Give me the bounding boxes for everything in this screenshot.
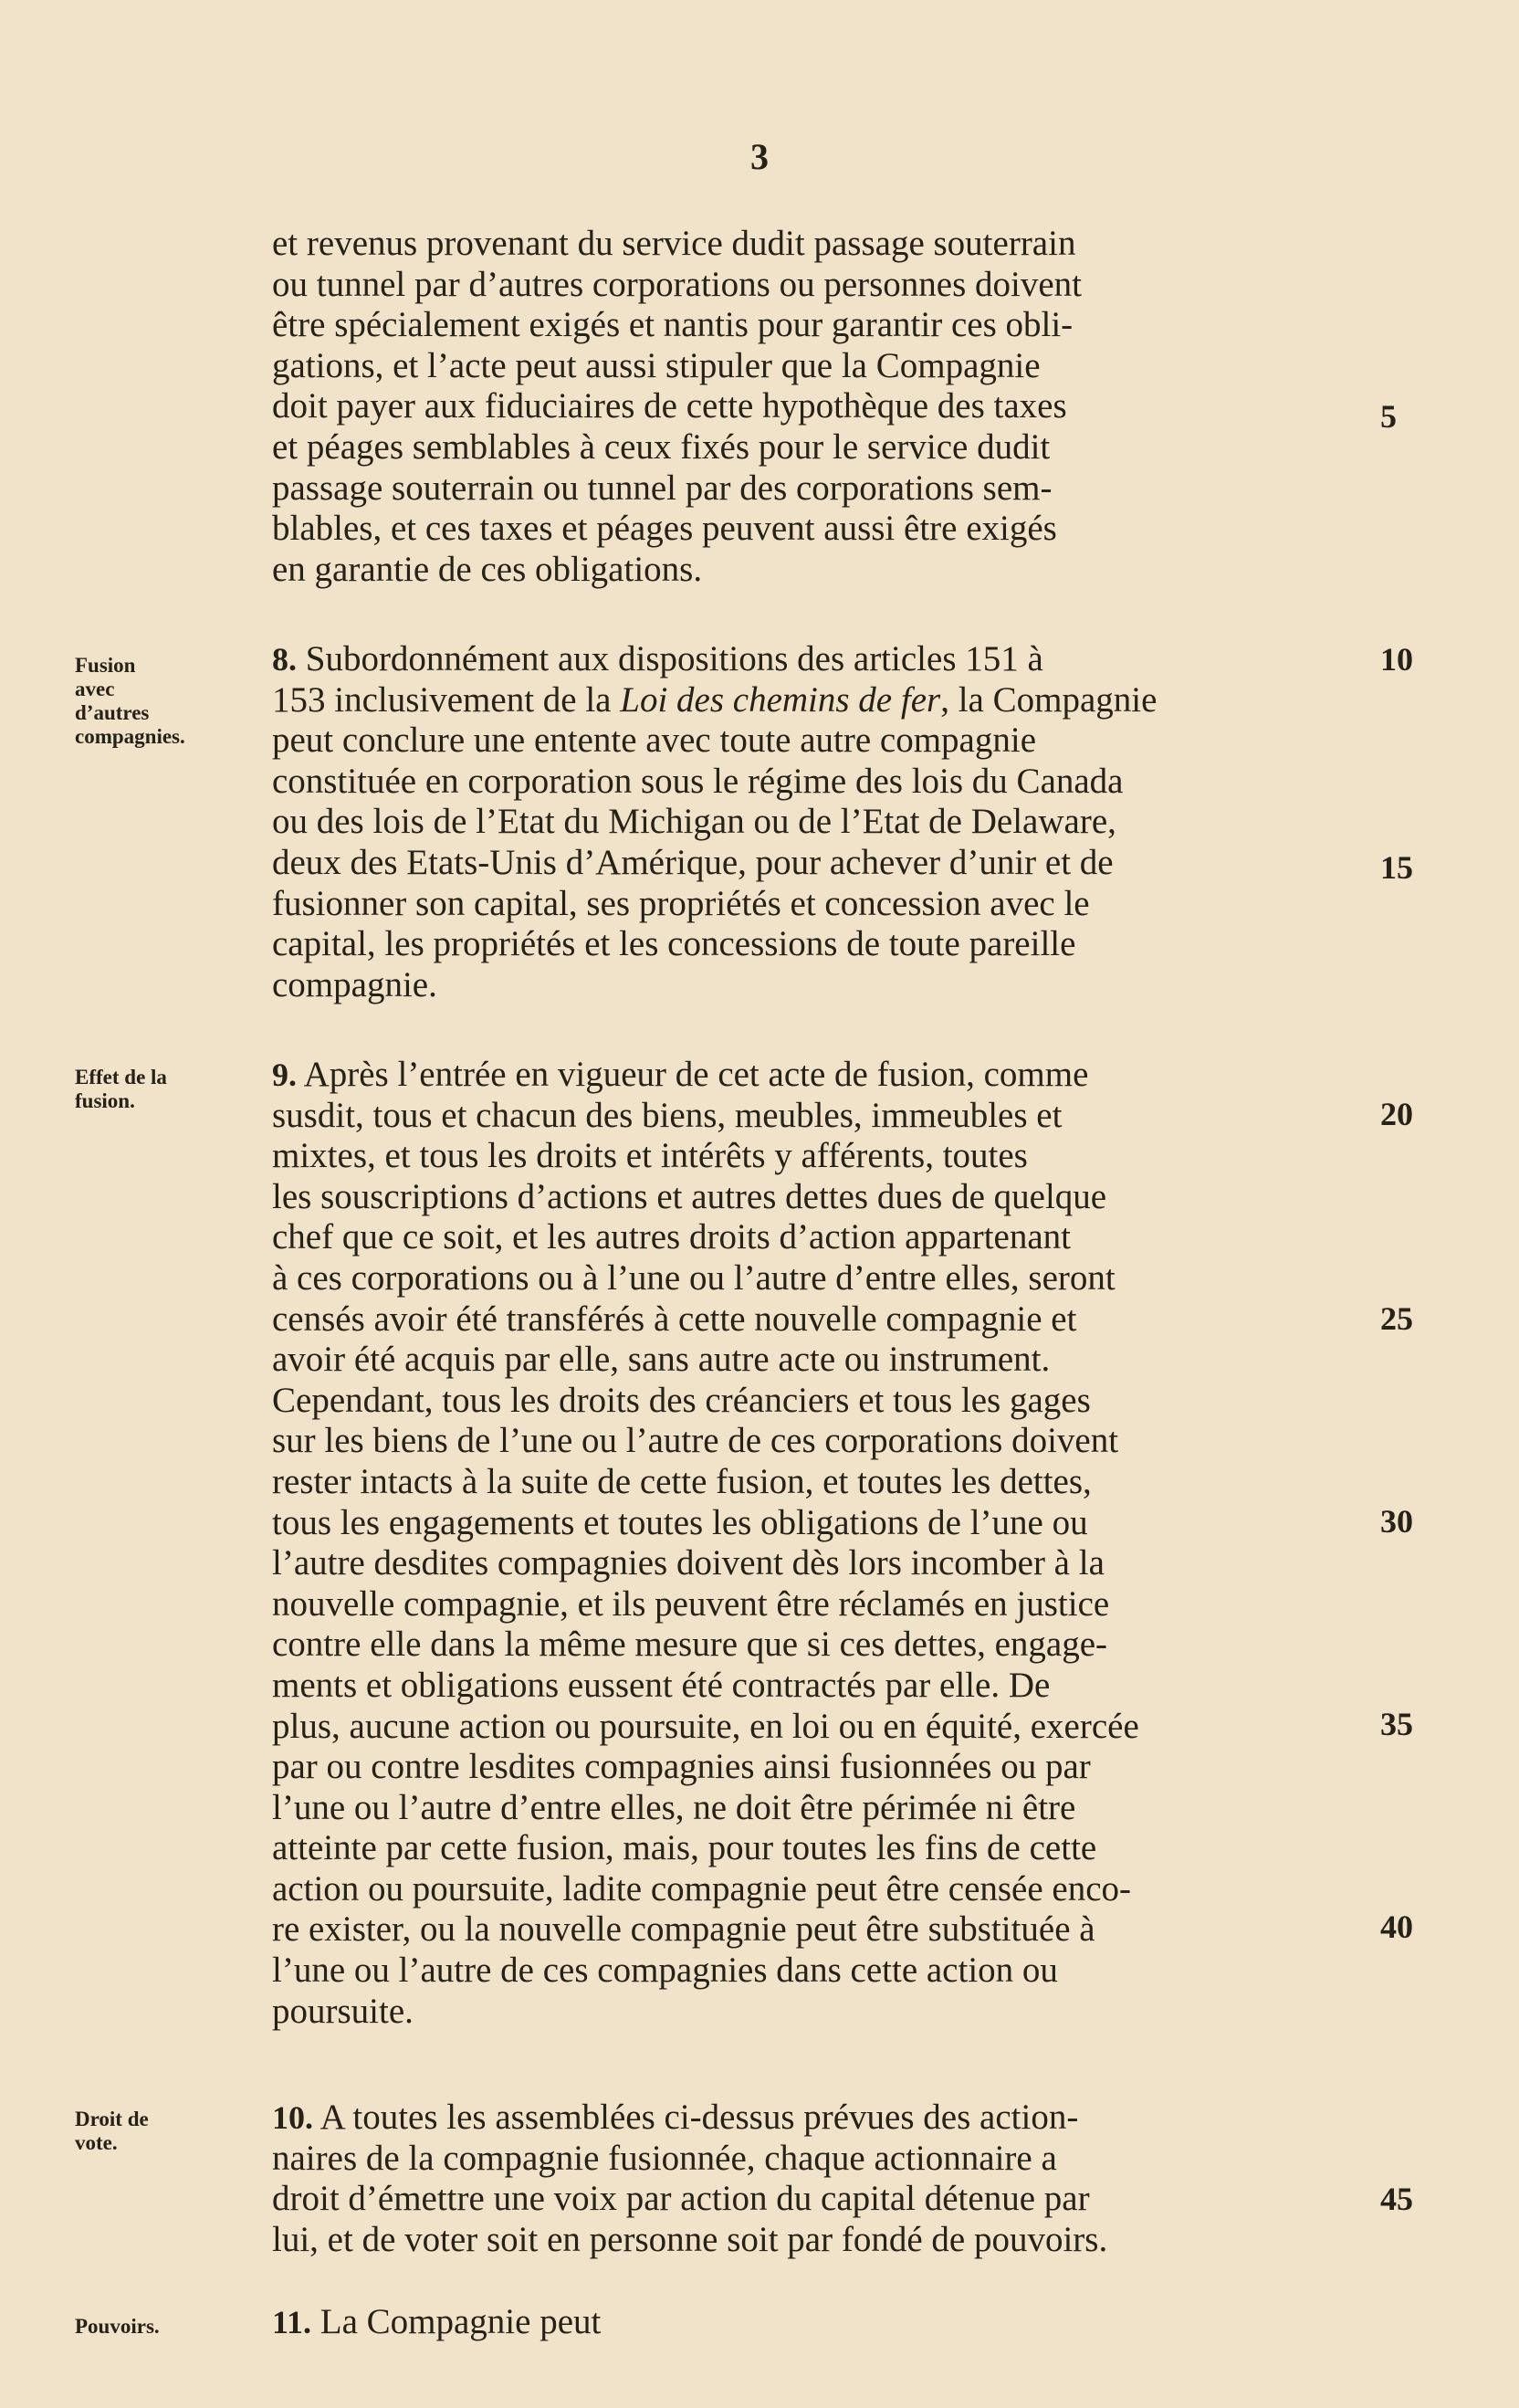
text-line: chef que ce soit, et les autres droits d’action appartenant — [272, 1217, 1071, 1257]
margin-note-line: d’autres — [75, 701, 150, 724]
margin-note-effet — [75, 1066, 257, 1113]
section-10 — [272, 2098, 1367, 2260]
section-text: La Compagnie peut — [311, 2302, 602, 2341]
margin-note-pouvoirs — [75, 2315, 257, 2339]
line-text: 153 inclusivement de la — [272, 679, 621, 720]
text-line: ou des lois de l’Etat du Michigan ou de l’Etat de Delaware, — [272, 802, 1116, 842]
section-text: Après l’entrée en vigueur de cet acte de fusion, comme — [297, 1055, 1089, 1094]
text-line: tous les engagements et toutes les obligations de l’une ou — [272, 1502, 1088, 1542]
text-line: sur les biens de l’une ou l’autre de ces corporations doivent — [272, 1421, 1119, 1461]
text-line: gations, et l’acte peut aussi stipuler que la Compagnie — [272, 345, 1041, 385]
text-line: l’une ou l’autre d’entre elles, ne doit être périmée ni être — [272, 1787, 1076, 1827]
text-line: mixtes, et tous les droits et intérêts y afférents, toutes — [272, 1136, 1028, 1176]
margin-note-line: Pouvoirs. — [75, 2315, 160, 2338]
text-line: et revenus provenant du service dudit passage souterrain — [272, 224, 1076, 263]
margin-note-line: vote. — [75, 2131, 118, 2154]
section-text: A toutes les assemblées ci-dessus prévues des action- — [313, 2098, 1079, 2137]
margin-note-line: Fusion — [75, 654, 136, 677]
text-line — [272, 639, 1367, 680]
line-number: 45 — [1380, 2181, 1413, 2217]
margin-note-line: fusion. — [75, 1089, 135, 1112]
page-number: 3 — [750, 136, 769, 177]
text-line: peut conclure une entente avec toute autre compagnie — [272, 720, 1037, 761]
text-line: atteinte par cette fusion, mais, pour toutes les fins de cette — [272, 1828, 1097, 1868]
text-line: re exister, ou la nouvelle compagnie peut être substituée à — [272, 1909, 1095, 1950]
text-line: censés avoir été transférés à cette nouvelle compagnie et — [272, 1299, 1077, 1339]
text-line: avoir été acquis par elle, sans autre acte ou instrument. — [272, 1340, 1051, 1380]
text-line: constituée en corporation sous le régime des lois du Canada — [272, 761, 1124, 801]
text-line: fusionner son capital, ses propriétés et concession avec le — [272, 883, 1090, 923]
text-line: doit payer aux fiduciaires de cette hypothèque des taxes — [272, 386, 1067, 426]
text-line: naires de la compagnie fusionnée, chaque actionnaire a — [272, 2138, 1057, 2178]
text-line: capital, les propriétés et les concessions de toute pareille — [272, 924, 1076, 964]
section-number: 10. — [272, 2099, 313, 2136]
text-line: et péages semblables à ceux fixés pour le service dudit — [272, 426, 1051, 467]
text-line — [272, 1055, 1367, 1096]
text-line: en garantie de ces obligations. — [272, 549, 703, 589]
text-line: lui, et de voter soit en personne soit par fondé de pouvoirs. — [272, 2219, 1108, 2259]
line-number: 25 — [1380, 1300, 1413, 1337]
section-number: 9. — [272, 1057, 297, 1093]
section-8 — [272, 639, 1367, 1005]
text-line: être spécialement exigés et nantis pour garantir ces obli- — [272, 305, 1074, 345]
section-number: 11. — [272, 2304, 312, 2340]
section-text: Subordonnément aux dispositions des articles 151 à — [297, 639, 1043, 678]
line-number: 30 — [1380, 1503, 1413, 1540]
text-line: droit d’émettre une voix par action du capital détenue par — [272, 2179, 1090, 2219]
line-number: 15 — [1380, 849, 1413, 886]
line-number: 40 — [1380, 1909, 1413, 1945]
text-line: ou tunnel par d’autres corporations ou personnes doivent — [272, 264, 1083, 304]
text-line: susdit, tous et chacun des biens, meubles, immeubles et — [272, 1095, 1063, 1135]
margin-note-droit-de-vote — [75, 2108, 257, 2155]
line-number: 5 — [1380, 398, 1397, 435]
text-line: par ou contre lesdites compagnies ainsi fusionnées ou par — [272, 1747, 1091, 1787]
text-line: poursuite. — [272, 1991, 414, 2031]
text-line: l’une ou l’autre de ces compagnies dans cette action ou — [272, 1951, 1058, 1991]
margin-note-line: Droit de — [75, 2108, 149, 2130]
section-11 — [272, 2302, 1367, 2343]
text-line: ments et obligations eussent été contractés par elle. De — [272, 1665, 1051, 1705]
line-number: 35 — [1380, 1706, 1413, 1742]
line-number: 10 — [1380, 641, 1413, 678]
text-line: plus, aucune action ou poursuite, en loi ou en équité, exercée — [272, 1706, 1139, 1746]
text-line: compagnie. — [272, 964, 437, 1004]
section-number: 8. — [272, 641, 297, 678]
text-line: Cependant, tous les droits des créanciers et tous les gages — [272, 1380, 1091, 1420]
text-line: blables, et ces taxes et péages peuvent aussi être exigés — [272, 509, 1057, 549]
text-line — [272, 2098, 1367, 2139]
margin-note-line: avec — [75, 678, 115, 700]
section-9 — [272, 1055, 1367, 2032]
text-line: à ces corporations ou à l’une ou l’autre d’entre elles, seront — [272, 1257, 1116, 1298]
text-line: action ou poursuite, ladite compagnie peut être censée enco- — [272, 1868, 1132, 1909]
text-line: contre elle dans la même mesure que si ces dettes, engage- — [272, 1625, 1108, 1665]
paragraph-continuation — [272, 224, 1367, 590]
text-line: l’autre desdites compagnies doivent dès lors incomber à la — [272, 1543, 1105, 1583]
text-line: deux des Etats-Unis d’Amérique, pour achever d’unir et de — [272, 842, 1114, 882]
text-line: les souscriptions d’actions et autres dettes dues de quelque — [272, 1176, 1107, 1216]
text-line: rester intacts à la suite de cette fusion, et toutes les dettes, — [272, 1461, 1092, 1501]
margin-note-line: Effet de la — [75, 1066, 167, 1088]
text-line — [272, 680, 1367, 721]
text-line: passage souterrain ou tunnel par des corporations sem- — [272, 468, 1053, 508]
line-number: 20 — [1380, 1096, 1413, 1132]
line-text: , la Compagnie — [940, 679, 1158, 720]
text-line: nouvelle compagnie, et ils peuvent être réclamés en justice — [272, 1583, 1110, 1624]
act-title: Loi des chemins de fer — [620, 679, 941, 720]
text-line — [272, 2302, 1367, 2343]
margin-note-line: compagnies. — [75, 725, 185, 748]
margin-note-fusion — [75, 654, 257, 749]
